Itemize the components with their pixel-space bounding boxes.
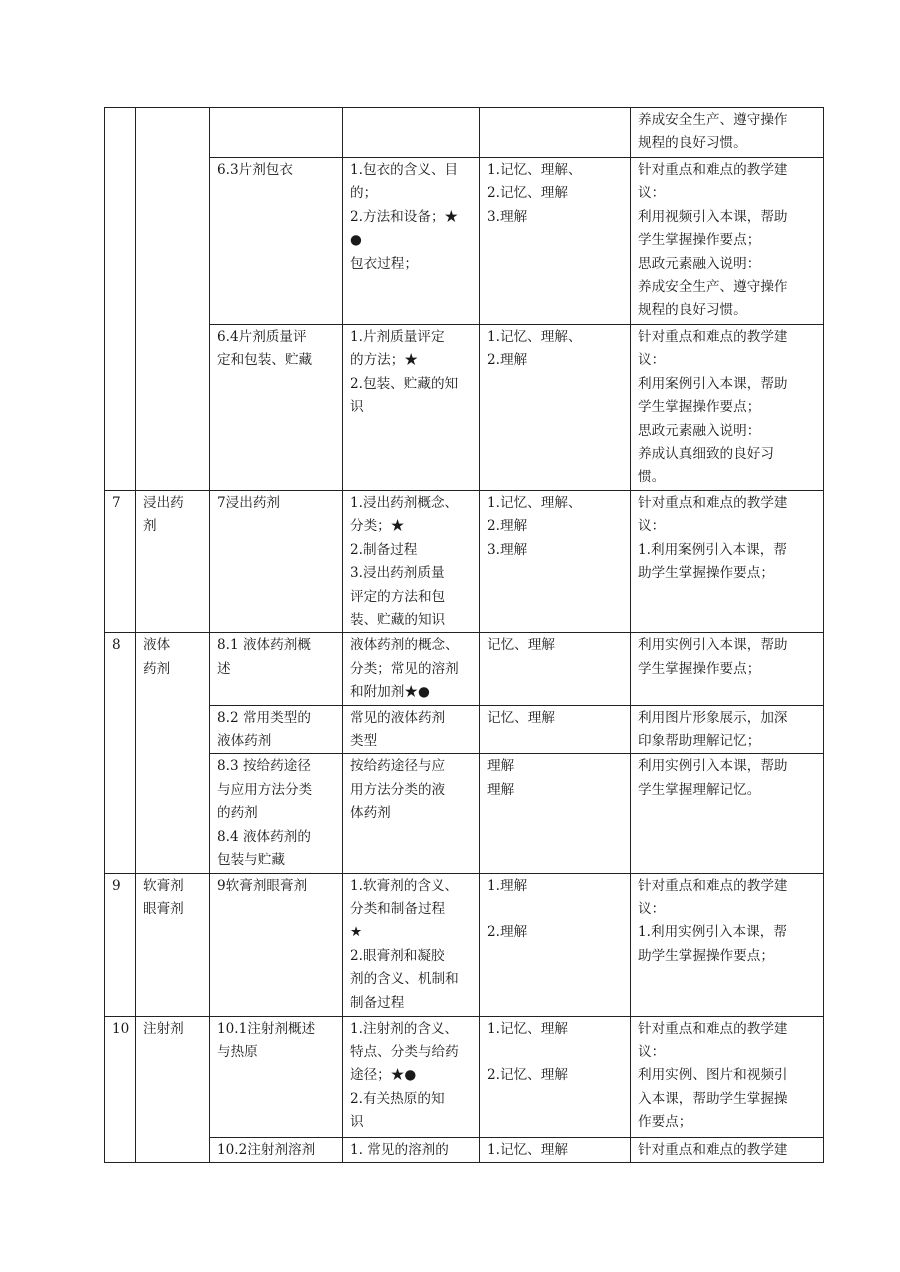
- content-cell: [343, 754, 480, 873]
- text-line: 记忆、理解: [487, 709, 555, 726]
- topic-cell: [210, 491, 343, 633]
- advice-cell: [631, 633, 824, 705]
- text-line: 8.1 液体药剂概: [217, 637, 311, 654]
- text-line: 思政元素融入说明：: [638, 422, 761, 439]
- topic-cell: [210, 754, 343, 873]
- text-line: 思政元素融入说明：: [638, 255, 761, 272]
- text-line: 识: [350, 399, 364, 416]
- text-line: 议：: [638, 518, 666, 535]
- text-line: 印象帮助理解记忆；: [638, 733, 761, 750]
- table-row: [105, 633, 824, 705]
- text-line: 针对重点和难点的教学建: [638, 1141, 788, 1158]
- topic-cell: [210, 158, 343, 325]
- topic-cell: [210, 1137, 343, 1162]
- level-cell: [480, 325, 631, 491]
- text-line: 议：: [638, 352, 666, 369]
- advice-cell: [631, 108, 824, 158]
- table-row: [105, 873, 824, 1016]
- text-line: 针对重点和难点的教学建: [638, 877, 788, 894]
- table-row: [105, 158, 824, 325]
- table-row: [105, 705, 824, 754]
- content-cell: [343, 158, 480, 325]
- text-line: 包衣过程；: [350, 255, 418, 272]
- text-line: 按给药途径与应: [350, 758, 446, 775]
- text-line: 眼膏剂: [143, 900, 184, 917]
- content-cell: [343, 1016, 480, 1137]
- text-line: 1.片剂质量评定: [350, 329, 445, 345]
- text-line: [487, 1041, 625, 1064]
- text-line: 分类和制备过程: [350, 900, 446, 917]
- level-cell: [480, 1016, 631, 1137]
- content-cell: [343, 1137, 480, 1162]
- text-line: 3.理解: [487, 208, 528, 225]
- text-line: 软膏剂: [143, 877, 184, 894]
- text-line: 1.浸出药剂概念、: [350, 495, 459, 511]
- text-line: 与应用方法分类: [217, 781, 313, 798]
- chapter-number: 9: [112, 877, 121, 894]
- text-line: 体药剂: [350, 805, 391, 822]
- text-line: 1.利用案例引入本课，帮: [638, 541, 787, 558]
- text-line: 针对重点和难点的教学建: [638, 1020, 788, 1037]
- syllabus-table: [104, 107, 824, 1163]
- advice-cell: [631, 1137, 824, 1162]
- text-line: 1.理解: [487, 877, 528, 894]
- text-line: 3.理解: [487, 541, 528, 558]
- text-line: 学生掌握理解记忆。: [638, 781, 761, 798]
- text-line: 分类；★: [350, 518, 405, 535]
- text-line: 的药剂: [217, 805, 258, 822]
- text-line: 特点、分类与给药: [350, 1043, 459, 1060]
- topic-cell: [210, 873, 343, 1016]
- text-line: 评定的方法和包: [350, 588, 446, 605]
- text-line: 类型: [350, 733, 378, 750]
- text-line: 包装与贮藏: [217, 852, 285, 869]
- text-line: 利用图片形象展示，加深: [638, 709, 788, 726]
- advice-cell: [631, 1016, 824, 1137]
- text-line: 1. 常见的溶剂的: [350, 1141, 449, 1158]
- chapter-unit-cell: [136, 873, 210, 1016]
- text-line: 1.利用实例引入本课，帮: [638, 924, 787, 941]
- text-line: 1.软膏剂的含义、: [350, 877, 459, 894]
- text-line: 1.记忆、理解、: [487, 329, 582, 345]
- text-line: 常见的液体药剂: [350, 709, 446, 726]
- advice-cell: [631, 325, 824, 491]
- text-line: 入本课，帮助学生掌握操: [638, 1090, 788, 1107]
- text-line: 剂: [143, 518, 157, 535]
- chapter-unit-cell: [136, 633, 210, 873]
- text-line: 1.记忆、理解: [487, 1141, 568, 1158]
- topic-cell: [210, 325, 343, 491]
- text-line: 液体: [143, 637, 171, 654]
- content-cell: [343, 491, 480, 633]
- chapter-number-cell: [105, 873, 136, 1016]
- text-line: 8.4 液体药剂的: [217, 828, 311, 845]
- text-line: 养成安全生产、遵守操作: [638, 279, 788, 296]
- text-line: [487, 898, 625, 921]
- text-line: 学生掌握操作要点；: [638, 660, 761, 677]
- chapter-unit-cell: [136, 108, 210, 491]
- text-line: 记忆、理解: [487, 637, 555, 654]
- text-line: 和附加剂★●: [350, 684, 430, 701]
- text-line: 规程的良好习惯。: [638, 302, 747, 319]
- text-line: 2.理解: [487, 352, 528, 369]
- advice-cell: [631, 158, 824, 325]
- content-cell: [343, 633, 480, 705]
- text-line: 定和包装、贮藏: [217, 352, 313, 369]
- text-line: 药剂: [143, 660, 171, 677]
- text-line: 8.2 常用类型的: [217, 709, 311, 726]
- text-line: ★: [350, 924, 363, 941]
- text-line: 途径；★●: [350, 1067, 417, 1084]
- topic-cell: [210, 108, 343, 158]
- table-row: [105, 325, 824, 491]
- text-line: 3.浸出药剂质量: [350, 565, 445, 582]
- content-cell: [343, 325, 480, 491]
- table-row: [105, 1137, 824, 1162]
- text-line: 规程的良好习惯。: [638, 135, 747, 152]
- text-line: 识: [350, 1114, 364, 1131]
- text-line: 液体药剂: [217, 733, 272, 750]
- text-line: 与热原: [217, 1043, 258, 1060]
- text-line: 2.有关热原的知: [350, 1090, 445, 1107]
- text-line: 理解: [487, 758, 515, 775]
- text-line: 助学生掌握操作要点；: [638, 947, 774, 964]
- text-line: 利用实例、图片和视频引: [638, 1067, 788, 1084]
- text-line: 用方法分类的液: [350, 781, 446, 798]
- text-line: 议：: [638, 1043, 666, 1060]
- text-line: 1.包衣的含义、目: [350, 162, 459, 178]
- text-line: 养成安全生产、遵守操作: [638, 112, 788, 128]
- text-line: 2.记忆、理解: [487, 1067, 568, 1084]
- text-line: 利用视频引入本课，帮助: [638, 208, 788, 225]
- chapter-unit-cell: [136, 1016, 210, 1162]
- text-line: 7浸出药剂: [217, 495, 281, 511]
- text-line: 的；: [350, 185, 378, 202]
- chapter-unit-cell: [136, 491, 210, 633]
- text-line: 1.记忆、理解: [487, 1020, 568, 1037]
- level-cell: [480, 158, 631, 325]
- advice-cell: [631, 705, 824, 754]
- chapter-number: 7: [112, 495, 121, 511]
- text-line: 利用实例引入本课，帮助: [638, 637, 788, 654]
- chapter-number: 10: [112, 1020, 130, 1037]
- text-line: 浸出药: [143, 495, 184, 511]
- text-line: 利用实例引入本课，帮助: [638, 758, 788, 775]
- text-line: 2.理解: [487, 924, 528, 941]
- text-line: 2.包装、贮藏的知: [350, 375, 459, 392]
- chapter-number: 8: [112, 637, 121, 654]
- level-cell: [480, 491, 631, 633]
- text-line: 学生掌握操作要点；: [638, 232, 761, 249]
- topic-cell: [210, 1016, 343, 1137]
- text-line: 分类；常见的溶剂: [350, 660, 459, 677]
- text-line: 议：: [638, 185, 666, 202]
- text-line: 1.记忆、理解、: [487, 495, 582, 511]
- text-line: 1.记忆、理解、: [487, 162, 582, 178]
- level-cell: [480, 1137, 631, 1162]
- text-line: 2.制备过程: [350, 541, 418, 558]
- text-line: 10.1注射剂概述: [217, 1020, 316, 1037]
- chapter-number-cell: [105, 633, 136, 873]
- level-cell: [480, 108, 631, 158]
- text-line: 2.记忆、理解: [487, 185, 568, 202]
- chapter-number-cell: [105, 108, 136, 491]
- text-line: 助学生掌握操作要点；: [638, 565, 774, 582]
- text-line: 述: [217, 660, 231, 677]
- level-cell: [480, 633, 631, 705]
- text-line: 2.眼膏剂和凝胶: [350, 947, 445, 964]
- text-line: 剂的含义、机制和: [350, 971, 459, 988]
- text-line: 议：: [638, 900, 666, 917]
- level-cell: [480, 873, 631, 1016]
- level-cell: [480, 705, 631, 754]
- text-line: 养成认真细致的良好习: [638, 446, 774, 463]
- table-row: [105, 491, 824, 633]
- text-line: 作要点；: [638, 1114, 693, 1131]
- chapter-number-cell: [105, 1016, 136, 1162]
- text-line: 装、贮藏的知识: [350, 612, 446, 629]
- advice-cell: [631, 754, 824, 873]
- topic-cell: [210, 633, 343, 705]
- table-row: [105, 754, 824, 873]
- advice-cell: [631, 873, 824, 1016]
- text-line: ●: [350, 232, 362, 249]
- text-line: 6.3片剂包衣: [217, 162, 293, 178]
- text-line: 8.3 按给药途径: [217, 758, 311, 775]
- text-line: 针对重点和难点的教学建: [638, 162, 788, 178]
- text-line: 制备过程: [350, 994, 405, 1011]
- table-row: [105, 108, 824, 158]
- content-cell: [343, 873, 480, 1016]
- text-line: 9软膏剂眼膏剂: [217, 877, 308, 894]
- text-line: 惯。: [638, 469, 666, 486]
- text-line: 2.理解: [487, 518, 528, 535]
- text-line: 的方法；★: [350, 352, 418, 369]
- text-line: 1.注射剂的含义、: [350, 1020, 459, 1037]
- text-line: 注射剂: [143, 1020, 184, 1037]
- level-cell: [480, 754, 631, 873]
- advice-cell: [631, 491, 824, 633]
- text-line: 利用案例引入本课，帮助: [638, 375, 788, 392]
- text-line: 理解: [487, 781, 515, 798]
- text-line: 液体药剂的概念、: [350, 637, 459, 654]
- text-line: 针对重点和难点的教学建: [638, 329, 788, 345]
- text-line: 6.4片剂质量评: [217, 329, 307, 345]
- table-row: [105, 1016, 824, 1137]
- text-line: 2.方法和设备；★: [350, 208, 459, 225]
- text-line: 10.2注射剂溶剂: [217, 1141, 316, 1158]
- content-cell: [343, 705, 480, 754]
- chapter-number-cell: [105, 491, 136, 633]
- topic-cell: [210, 705, 343, 754]
- content-cell: [343, 108, 480, 158]
- text-line: 学生掌握操作要点；: [638, 399, 761, 416]
- text-line: 针对重点和难点的教学建: [638, 495, 788, 511]
